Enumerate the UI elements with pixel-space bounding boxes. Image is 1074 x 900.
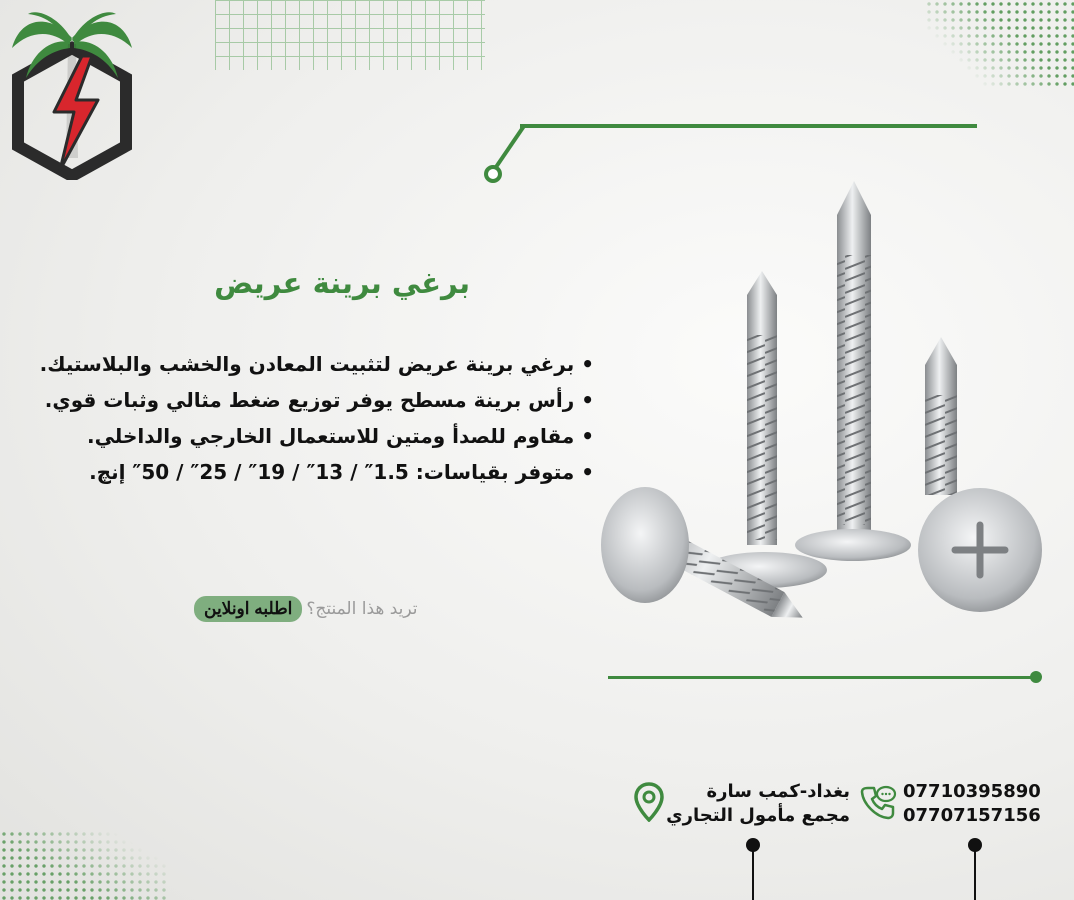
bottom-divider-line bbox=[608, 676, 1036, 679]
top-divider-line bbox=[520, 124, 977, 128]
phone-number-2[interactable]: 07707157156 bbox=[903, 805, 1041, 826]
bottom-divider-dot bbox=[1030, 671, 1042, 683]
cta-prompt: تريد هذا المنتج؟ bbox=[306, 599, 418, 619]
location-pin-icon bbox=[634, 782, 664, 822]
top-divider-connector bbox=[484, 122, 526, 184]
phone-chat-icon bbox=[858, 782, 898, 822]
phone-block bbox=[903, 780, 1041, 828]
cta-row bbox=[194, 596, 418, 622]
product-image-screws bbox=[585, 175, 1074, 630]
decorative-dots-top-right bbox=[925, 0, 1074, 90]
feature-item: • مقاوم للصدأ ومتين للاستعمال الخارجي والداخلي. bbox=[14, 418, 594, 454]
phone-number-1[interactable]: 07710395890 bbox=[903, 781, 1041, 802]
address-block bbox=[655, 780, 850, 828]
order-online-button[interactable]: اطلبه اونلاين bbox=[194, 596, 302, 622]
phone-connector-line bbox=[974, 850, 976, 900]
feature-item: • متوفر بقياسات: 1.5″ / 13″ / 19″ / 25″ / 50″ إنچ. bbox=[14, 454, 594, 490]
address-connector-line bbox=[752, 850, 754, 900]
feature-item: • برغي برينة عريض لتثبيت المعادن والخشب والبلاستيك. bbox=[14, 346, 594, 382]
feature-list bbox=[14, 346, 594, 490]
feature-item: • رأس برينة مسطح يوفر توزيع ضغط مثالي وثبات قوي. bbox=[14, 382, 594, 418]
address-line-1: بغداد-كمب سارة bbox=[706, 781, 850, 802]
product-title: برغي برينة عريض bbox=[214, 266, 470, 300]
decorative-dots-bottom-left bbox=[0, 830, 170, 900]
brand-logo bbox=[8, 8, 136, 180]
address-line-2: مجمع مأمول التجاري bbox=[666, 805, 850, 826]
decorative-grid-pattern bbox=[215, 0, 485, 70]
